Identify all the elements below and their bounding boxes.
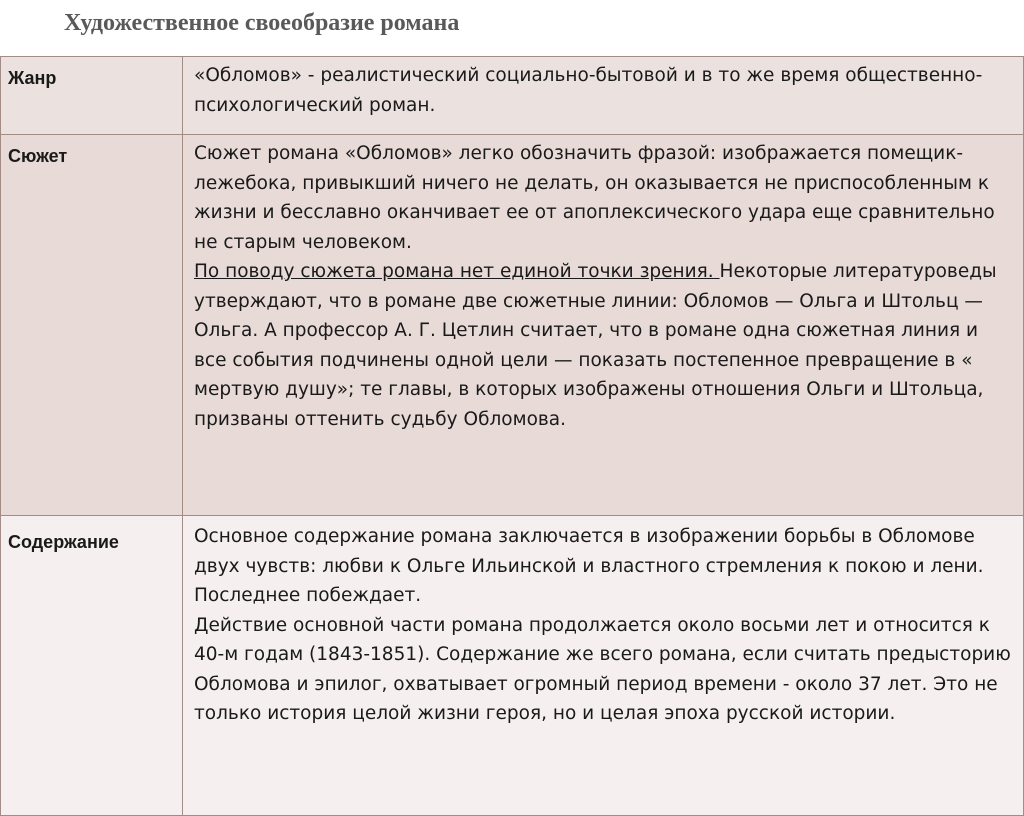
row-label-plot: Сюжет xyxy=(1,135,183,516)
content-paragraph-1: Основное содержание романа заключается в изображении борьбы в Обломове двух чувств: любви к Ольге Ильинской и властного стремления к покою и лени. Последнее побеждает. xyxy=(194,526,984,606)
table-row-content xyxy=(1,516,1024,816)
genre-paragraph: «Обломов» - реалистический социально-бытовой и в то же время общественно-психологический роман. xyxy=(194,65,983,116)
plot-opinions-paragraph xyxy=(194,257,1015,434)
row-text-plot xyxy=(183,135,1024,516)
table-row-genre xyxy=(1,57,1024,135)
info-table xyxy=(0,56,1024,816)
plot-continuation-text: Некоторые литературоведы утверждают, что в романе две сюжетные линии: Обломов — Ольга и Штольц — Ольга. А профессор А. Г. Цетлин считает, что в романе одна сюжетная линия и все события подчинены одной цели — показать постепенное превращение в « мертвую душу»; те главы, в которых изображены отношения Ольги и Штольца, призваны оттенить судьбу Обломова. xyxy=(194,261,997,430)
plot-paragraph: Сюжет романа «Обломов» легко обозначить фразой: изображается помещик-лежебока, привыкший ничего не делать, он оказывается не приспособленным к жизни и бесславно оканчивает ее от апоплексического удара еще сравнительно не старым человеком. xyxy=(194,143,995,253)
plot-underlined-text: По поводу сюжета романа нет единой точки зрения. xyxy=(194,261,720,282)
row-label-content: Содержание xyxy=(1,516,183,816)
row-text-genre xyxy=(183,57,1024,135)
row-text-content xyxy=(183,516,1024,816)
slide-title: Художественное своеобразие романа xyxy=(64,10,460,36)
row-label-genre: Жанр xyxy=(1,57,183,135)
table-row-plot xyxy=(1,135,1024,516)
content-paragraph-2: Действие основной части романа продолжается около восьми лет и относится к 40-м годам (1843-1851). Содержание же всего романа, если считать предысторию Обломова и эпилог, охватывает огромный период времени - около 37 лет. Это не только история целой жизни героя, но и целая эпоха русской истории. xyxy=(194,614,1011,724)
